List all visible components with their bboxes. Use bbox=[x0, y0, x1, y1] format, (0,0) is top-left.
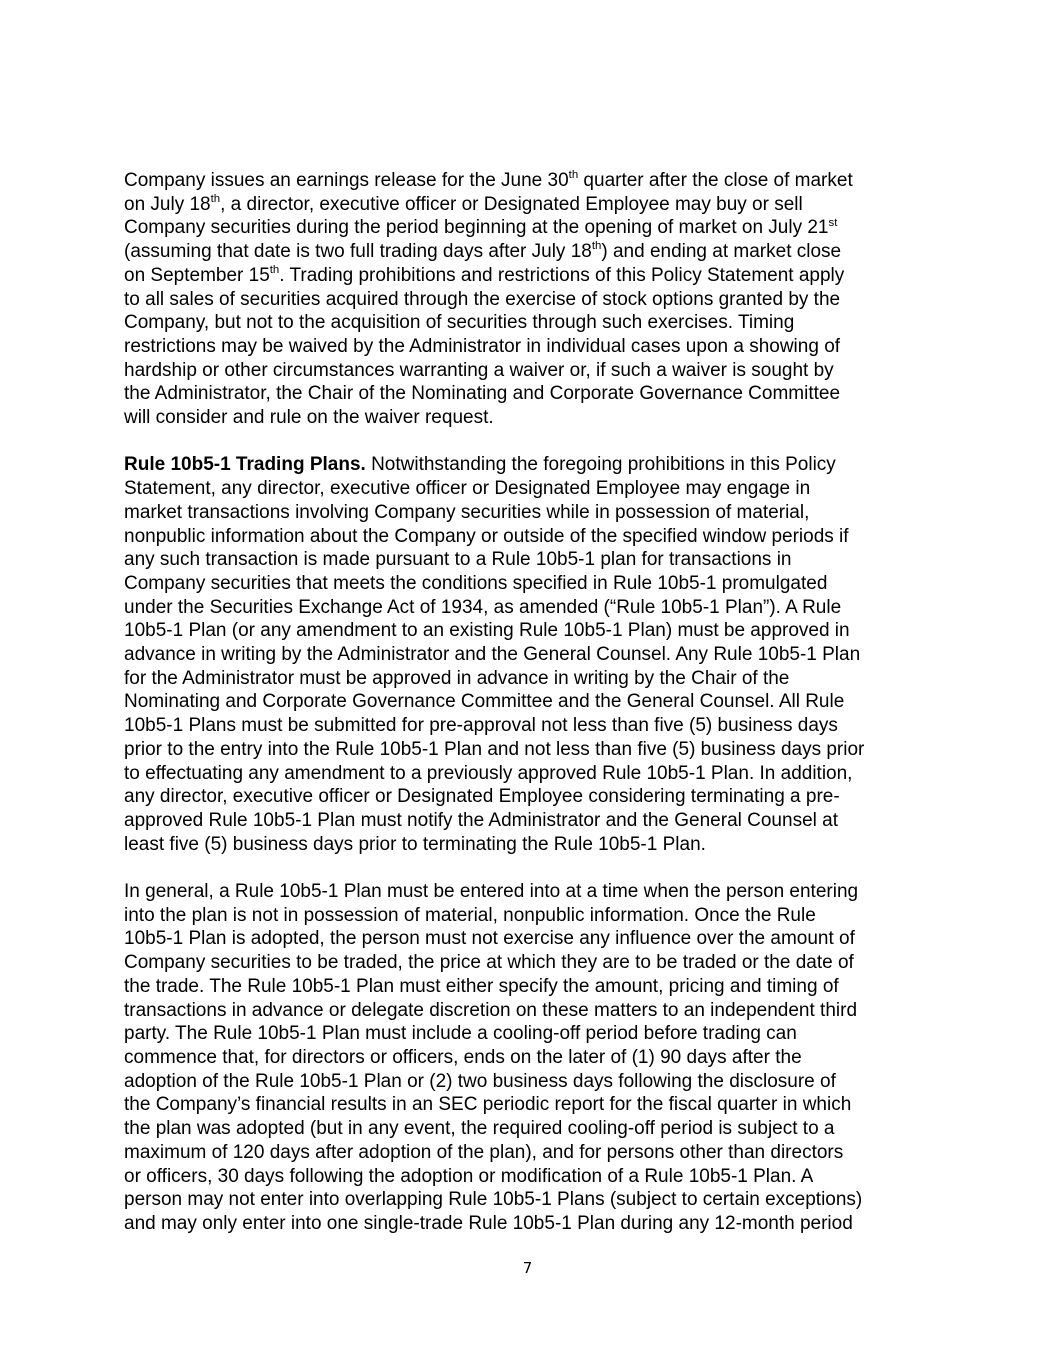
text-line: In general, a Rule 10b5-1 Plan must be entered into at a time when the person entering bbox=[124, 881, 859, 903]
text-line: or officers, 30 days following the adoption or modification of a Rule 10b5-1 Plan. A bbox=[124, 1165, 814, 1187]
text-line: Company securities to be traded, the price at which they are to be traded or the date of bbox=[124, 952, 854, 974]
text-line: approved Rule 10b5-1 Plan must notify the Administrator and the General Counsel at bbox=[124, 809, 838, 831]
text-line: adoption of the Rule 10b5-1 Plan or (2) two business days following the disclosure of bbox=[124, 1070, 836, 1092]
text-line: for the Administrator must be approved in advance in writing by the Chair of the bbox=[124, 667, 790, 689]
paragraph-spacer bbox=[124, 856, 932, 880]
text-line: the trade. The Rule 10b5-1 Plan must either specify the amount, pricing and timing of bbox=[124, 975, 839, 997]
text-line: market transactions involving Company securities while in possession of material, bbox=[124, 501, 810, 523]
paragraph-spacer bbox=[124, 430, 932, 454]
text-line: person may not enter into overlapping Rule 10b5-1 Plans (subject to certain exceptions) bbox=[124, 1189, 863, 1211]
text-line: 10b5-1 Plan (or any amendment to an existing Rule 10b5-1 Plan) must be approved in bbox=[124, 620, 850, 642]
text-line: on September 15th. Trading prohibitions and restrictions of this Policy Statement apply bbox=[124, 263, 845, 286]
text-line: restrictions may be waived by the Administrator in individual cases upon a showing of bbox=[124, 335, 841, 357]
text-line: Company securities that meets the conditions specified in Rule 10b5-1 promulgated bbox=[124, 572, 828, 594]
text-line: under the Securities Exchange Act of 1934, as amended (“Rule 10b5-1 Plan”). A Rule bbox=[124, 596, 842, 618]
text-line: 10b5-1 Plan is adopted, the person must not exercise any influence over the amount of bbox=[124, 928, 855, 950]
paragraph-plan-requirements bbox=[124, 880, 932, 1236]
text-line: Nominating and Corporate Governance Committee and the General Counsel. All Rule bbox=[124, 691, 845, 713]
text-line: on July 18th, a director, executive officer or Designated Employee may buy or sell bbox=[124, 192, 803, 215]
paragraph-trading-window bbox=[124, 169, 932, 430]
text-line: prior to the entry into the Rule 10b5-1 Plan and not less than five (5) business days prior bbox=[124, 738, 865, 760]
text-line: Company securities during the period beginning at the opening of market on July 21st bbox=[124, 216, 838, 239]
text-line: Company issues an earnings release for the June 30th quarter after the close of market bbox=[124, 169, 853, 191]
text-line: the Administrator, the Chair of the Nominating and Corporate Governance Committee bbox=[124, 383, 841, 405]
text-line: the plan was adopted (but in any event, the required cooling-off period is subject to a bbox=[124, 1118, 835, 1140]
text-line: Rule 10b5-1 Trading Plans. Notwithstanding the foregoing prohibitions in this Policy bbox=[124, 454, 836, 476]
text-line: party. The Rule 10b5-1 Plan must include a cooling-off period before trading can bbox=[124, 1023, 797, 1045]
text-line: transactions in advance or delegate discretion on these matters to an independent third bbox=[124, 999, 858, 1021]
text-line: advance in writing by the Administrator and the General Counsel. Any Rule 10b5-1 Plan bbox=[124, 644, 861, 666]
text-line: hardship or other circumstances warranting a waiver or, if such a waiver is sought by bbox=[124, 359, 834, 381]
section-heading: Rule 10b5-1 Trading Plans. bbox=[124, 454, 366, 476]
text-line: will consider and rule on the waiver request. bbox=[124, 407, 494, 429]
text-line: any such transaction is made pursuant to a Rule 10b5-1 plan for transactions in bbox=[124, 549, 792, 571]
text-line: (assuming that date is two full trading days after July 18th) and ending at market close bbox=[124, 240, 842, 263]
text-line: least five (5) business days prior to terminating the Rule 10b5-1 Plan. bbox=[124, 833, 706, 855]
text-line: any director, executive officer or Designated Employee considering terminating a pre- bbox=[124, 786, 840, 808]
paragraph-rule-10b5-1-trading-plans bbox=[124, 453, 932, 856]
text-line: to effectuating any amendment to a previously approved Rule 10b5-1 Plan. In addition, bbox=[124, 762, 853, 784]
text-line: commence that, for directors or officers, ends on the later of (1) 90 days after the bbox=[124, 1046, 802, 1068]
text-line: maximum of 120 days after adoption of the plan), and for persons other than directors bbox=[124, 1141, 844, 1163]
text-line: 10b5-1 Plans must be submitted for pre-approval not less than five (5) business days bbox=[124, 715, 838, 737]
text-line: nonpublic information about the Company or outside of the specified window periods if bbox=[124, 525, 849, 547]
page-number: 7 bbox=[522, 1259, 533, 1277]
document-body bbox=[124, 169, 932, 1236]
text-line: Company, but not to the acquisition of securities through such exercises. Timing bbox=[124, 312, 795, 334]
text-line: and may only enter into one single-trade Rule 10b5-1 Plan during any 12-month period bbox=[124, 1212, 853, 1234]
text-line: Statement, any director, executive officer or Designated Employee may engage in bbox=[124, 478, 811, 500]
text-line: the Company’s financial results in an SEC periodic report for the fiscal quarter in which bbox=[124, 1094, 852, 1116]
text-line: into the plan is not in possession of material, nonpublic information. Once the Rule bbox=[124, 904, 816, 926]
text-line: to all sales of securities acquired through the exercise of stock options granted by the bbox=[124, 288, 841, 310]
